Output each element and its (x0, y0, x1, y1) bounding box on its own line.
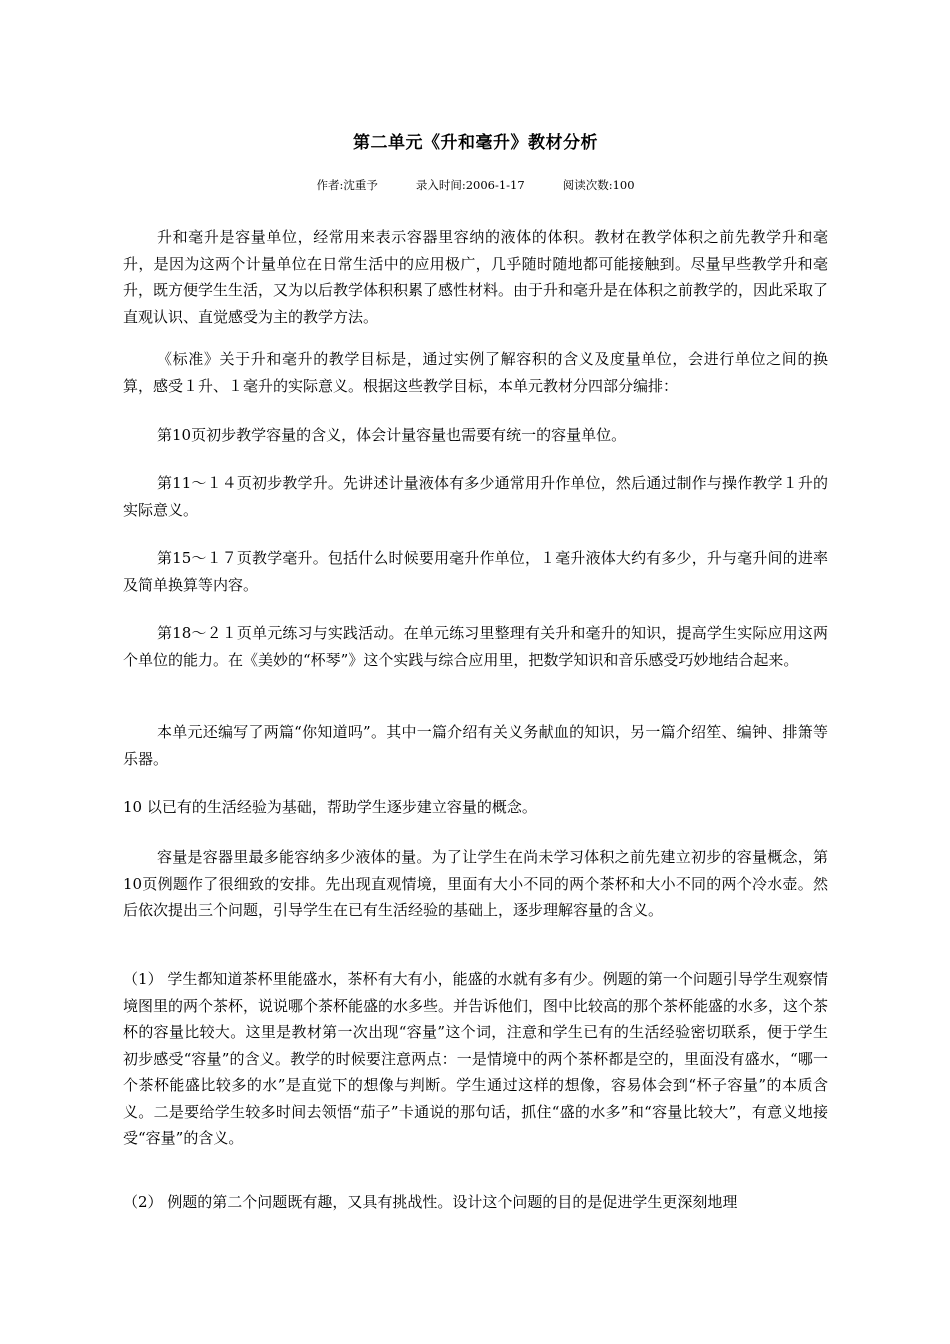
paragraph-item-2: （2） 例题的第二个问题既有趣，又具有挑战性。设计这个问题的目的是促进学生更深刻地理 (123, 1193, 738, 1211)
author-label: 作者:沈重予 (316, 178, 378, 192)
paragraph-standard: 《标准》关于升和毫升的教学目标是，通过实例了解容积的含义及度量单位，会进行单位之间的换算，感受１升、１毫升的实际意义。根据这些教学目标，本单元教材分四部分编排： (123, 350, 828, 395)
article-meta (123, 177, 828, 193)
paragraph-page10: 第10页初步教学容量的含义，体会计量容量也需要有统一的容量单位。 (157, 426, 627, 444)
paragraph-intro: 升和毫升是容量单位，经常用来表示容器里容纳的液体的体积。教材在教学体积之前先教学升和毫升，是因为这两个计量单位在日常生活中的应用极广，几乎随时随地都可能接触到。尽量早些教学升和毫升，既方便学生生活，又为以后教学体积积累了感性材料。由于升和毫升是在体积之前教学的，因此采取了直观认识、直觉感受为主的教学方法。 (123, 228, 829, 326)
read-count-label: 阅读次数:100 (562, 178, 635, 192)
document-title: 第二单元《升和毫升》教材分析 (353, 133, 598, 153)
paragraph-item-1: （1） 学生都知道茶杯里能盛水，茶杯有大有小，能盛的水就有多有少。例题的第一个问题引导学生观察情境图里的两个茶杯，说说哪个茶杯能盛的水多些。并告诉他们，图中比较高的那个茶杯能盛的水多，这个茶杯的容量比较大。这里是教材第一次出现“容量”这个词，注意和学生已有的生活经验密切联系，便于学生初步感受“容量”的含义。教学的时候要注意两点：一是情境中的两个茶杯都是空的，里面没有盛水，“哪一个茶杯能盛比较多的水”是直觉下的想像与判断。学生通过这样的想像，容易体会到“杯子容量”的本质含义。二是要给学生较多时间去领悟“茄子”卡通说的那句话，抓住“盛的水多”和“容量比较大”，有意义地接受“容量”的含义。 (123, 970, 829, 1147)
paragraph-page11-14: 第11～１４页初步教学升。先讲述计量液体有多少通常用升作单位，然后通过制作与操作教学１升的实际意义。 (123, 474, 828, 519)
entry-time-label: 录入时间:2006-1-17 (415, 178, 525, 192)
paragraph-page15-17: 第15～１７页教学毫升。包括什么时候要用毫升作单位，１毫升液体大约有多少，升与毫升间的进率及简单换算等内容。 (123, 549, 828, 594)
section-heading-10: 10 以已有的生活经验为基础，帮助学生逐步建立容量的概念。 (123, 798, 537, 816)
paragraph-did-you-know: 本单元还编写了两篇“你知道吗”。其中一篇介绍有关义务献血的知识，另一篇介绍笙、编钟、排箫等乐器。 (123, 723, 828, 768)
paragraph-page18-21: 第18～２１页单元练习与实践活动。在单元练习里整理有关升和毫升的知识，提高学生实际应用这两个单位的能力。在《美妙的“杯琴”》这个实践与综合应用里，把数学知识和音乐感受巧妙地结合起来。 (123, 624, 828, 669)
paragraph-capacity-concept: 容量是容器里最多能容纳多少液体的量。为了让学生在尚未学习体积之前先建立初步的容量概念，第10页例题作了很细致的安排。先出现直观情境，里面有大小不同的两个茶杯和大小不同的两个冷水壶。然后依次提出三个问题，引导学生在已有生活经验的基础上，逐步理解容量的含义。 (123, 848, 828, 919)
